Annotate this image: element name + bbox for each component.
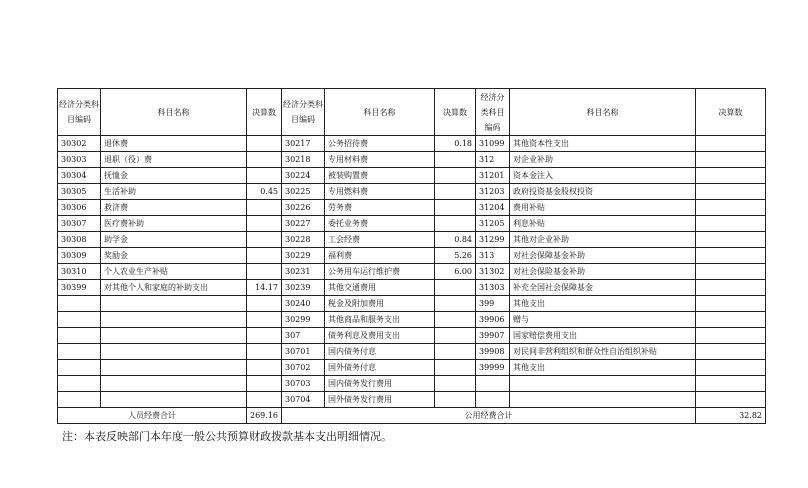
name-cell [101, 312, 247, 328]
code-cell [58, 360, 101, 376]
name-cell: 公务招待费 [325, 136, 435, 152]
amount-cell [435, 184, 476, 200]
public-total-label: 公用经费合计 [282, 408, 696, 424]
personnel-total-value: 269.16 [247, 408, 282, 424]
amount-cell [247, 216, 282, 232]
amount-cell [247, 392, 282, 408]
name-cell [101, 360, 247, 376]
name-cell: 国家赔偿费用支出 [510, 328, 696, 344]
code-cell [58, 376, 101, 392]
table-row [58, 184, 766, 200]
name-cell: 费用补贴 [510, 200, 696, 216]
name-cell: 专用材料费 [325, 152, 435, 168]
header-amount-2: 决算数 [435, 89, 476, 136]
name-cell: 国内债务付息 [325, 344, 435, 360]
table-row [58, 248, 766, 264]
amount-cell [247, 200, 282, 216]
name-cell: 福利费 [325, 248, 435, 264]
amount-cell [247, 376, 282, 392]
code-cell: 30218 [282, 152, 325, 168]
table-row [58, 200, 766, 216]
header-name-2: 科目名称 [325, 89, 435, 136]
code-cell: 307 [282, 328, 325, 344]
name-cell [101, 296, 247, 312]
amount-cell [435, 392, 476, 408]
code-cell: 30309 [58, 248, 101, 264]
name-cell [510, 376, 696, 392]
code-cell: 30704 [282, 392, 325, 408]
code-cell: 30225 [282, 184, 325, 200]
amount-cell: 0.18 [435, 136, 476, 152]
amount-cell: 0.45 [247, 184, 282, 200]
name-cell: 助学金 [101, 232, 247, 248]
code-cell: 39906 [476, 312, 510, 328]
amount-cell [696, 152, 766, 168]
name-cell: 其他支出 [510, 296, 696, 312]
name-cell: 其他资本性支出 [510, 136, 696, 152]
amount-cell [435, 200, 476, 216]
name-cell: 国外债务付息 [325, 360, 435, 376]
name-cell: 对企业补助 [510, 152, 696, 168]
code-cell: 31203 [476, 184, 510, 200]
code-cell: 30299 [282, 312, 325, 328]
name-cell: 国内债务发行费用 [325, 376, 435, 392]
code-cell: 30399 [58, 280, 101, 296]
code-cell: 30226 [282, 200, 325, 216]
code-cell: 31099 [476, 136, 510, 152]
table-row [58, 392, 766, 408]
code-cell: 30702 [282, 360, 325, 376]
code-cell: 31303 [476, 280, 510, 296]
header-code-2: 经济分类科目编码 [282, 89, 325, 136]
expenditure-table [57, 88, 766, 424]
header-amount-3: 决算数 [696, 89, 766, 136]
name-cell: 政府投资基金股权投资 [510, 184, 696, 200]
name-cell: 其他对企业补助 [510, 232, 696, 248]
name-cell: 税金及附加费用 [325, 296, 435, 312]
amount-cell [696, 296, 766, 312]
name-cell: 奖励金 [101, 248, 247, 264]
header-row [58, 89, 766, 136]
amount-cell [247, 232, 282, 248]
amount-cell [696, 328, 766, 344]
header-code-3: 经济分类科目编码 [476, 89, 510, 136]
amount-cell [247, 264, 282, 280]
name-cell: 其他商品和服务支出 [325, 312, 435, 328]
code-cell [58, 344, 101, 360]
name-cell: 对其他个人和家庭的补助支出 [101, 280, 247, 296]
name-cell: 对社会保障基金补助 [510, 248, 696, 264]
code-cell: 313 [476, 248, 510, 264]
table-row [58, 264, 766, 280]
name-cell [101, 392, 247, 408]
amount-cell [696, 168, 766, 184]
code-cell: 30308 [58, 232, 101, 248]
amount-cell [435, 360, 476, 376]
code-cell: 30310 [58, 264, 101, 280]
amount-cell [696, 392, 766, 408]
code-cell: 312 [476, 152, 510, 168]
code-cell: 31201 [476, 168, 510, 184]
amount-cell [435, 312, 476, 328]
code-cell [58, 392, 101, 408]
code-cell: 30239 [282, 280, 325, 296]
table-body [58, 89, 766, 424]
code-cell: 39907 [476, 328, 510, 344]
name-cell [101, 328, 247, 344]
code-cell: 30302 [58, 136, 101, 152]
amount-cell [696, 184, 766, 200]
code-cell: 39908 [476, 344, 510, 360]
name-cell: 劳务费 [325, 200, 435, 216]
amount-cell: 5.26 [435, 248, 476, 264]
amount-cell [247, 360, 282, 376]
name-cell: 救济费 [101, 200, 247, 216]
amount-cell [696, 376, 766, 392]
code-cell: 30307 [58, 216, 101, 232]
table-row [58, 360, 766, 376]
name-cell: 专用燃料费 [325, 184, 435, 200]
code-cell: 30228 [282, 232, 325, 248]
table-row [58, 232, 766, 248]
name-cell: 生活补助 [101, 184, 247, 200]
amount-cell [696, 232, 766, 248]
name-cell: 退职（役）费 [101, 152, 247, 168]
name-cell: 资本金注入 [510, 168, 696, 184]
code-cell: 31204 [476, 200, 510, 216]
code-cell: 30217 [282, 136, 325, 152]
table-row [58, 296, 766, 312]
name-cell [101, 344, 247, 360]
code-cell [476, 392, 510, 408]
name-cell: 工会经费 [325, 232, 435, 248]
amount-cell [247, 168, 282, 184]
code-cell: 31299 [476, 232, 510, 248]
name-cell: 个人农业生产补贴 [101, 264, 247, 280]
name-cell: 补充全国社会保障基金 [510, 280, 696, 296]
name-cell [510, 392, 696, 408]
code-cell: 39999 [476, 360, 510, 376]
table-row [58, 168, 766, 184]
code-cell: 30240 [282, 296, 325, 312]
code-cell: 30701 [282, 344, 325, 360]
expenditure-detail-sheet [57, 88, 766, 424]
table-row [58, 280, 766, 296]
name-cell: 退休费 [101, 136, 247, 152]
name-cell: 债务利息及费用支出 [325, 328, 435, 344]
amount-cell [435, 344, 476, 360]
code-cell: 30231 [282, 264, 325, 280]
code-cell [58, 312, 101, 328]
amount-cell [247, 152, 282, 168]
amount-cell [435, 280, 476, 296]
name-cell: 赠与 [510, 312, 696, 328]
table-row [58, 312, 766, 328]
name-cell: 委托业务费 [325, 216, 435, 232]
code-cell [58, 328, 101, 344]
code-cell: 30305 [58, 184, 101, 200]
code-cell: 31205 [476, 216, 510, 232]
amount-cell [435, 328, 476, 344]
name-cell [101, 376, 247, 392]
code-cell [58, 296, 101, 312]
amount-cell [247, 328, 282, 344]
amount-cell [696, 216, 766, 232]
name-cell: 对社会保险基金补助 [510, 264, 696, 280]
amount-cell [696, 200, 766, 216]
code-cell: 30703 [282, 376, 325, 392]
amount-cell [435, 216, 476, 232]
name-cell: 被装购置费 [325, 168, 435, 184]
public-total-value: 32.82 [696, 408, 766, 424]
amount-cell [696, 136, 766, 152]
table-row [58, 152, 766, 168]
name-cell: 公务用车运行维护费 [325, 264, 435, 280]
code-cell: 399 [476, 296, 510, 312]
amount-cell [247, 136, 282, 152]
totals-row [58, 408, 766, 424]
name-cell: 利息补贴 [510, 216, 696, 232]
table-row [58, 328, 766, 344]
code-cell: 30227 [282, 216, 325, 232]
code-cell: 30304 [58, 168, 101, 184]
header-code-1: 经济分类科目编码 [58, 89, 101, 136]
amount-cell [696, 344, 766, 360]
name-cell: 对民间非营利组织和群众性自治组织补贴 [510, 344, 696, 360]
name-cell: 其他交通费用 [325, 280, 435, 296]
code-cell: 30229 [282, 248, 325, 264]
code-cell: 30224 [282, 168, 325, 184]
table-row [58, 376, 766, 392]
amount-cell [247, 296, 282, 312]
amount-cell [435, 152, 476, 168]
table-row [58, 344, 766, 360]
code-cell: 30303 [58, 152, 101, 168]
header-amount-1: 决算数 [247, 89, 282, 136]
amount-cell [247, 312, 282, 328]
name-cell: 医疗费补助 [101, 216, 247, 232]
code-cell: 30306 [58, 200, 101, 216]
amount-cell [696, 312, 766, 328]
table-row [58, 216, 766, 232]
amount-cell [435, 296, 476, 312]
table-footnote: 注：本表反映部门本年度一般公共预算财政拨款基本支出明细情况。 [62, 430, 392, 443]
name-cell: 其他支出 [510, 360, 696, 376]
amount-cell: 0.84 [435, 232, 476, 248]
header-name-3: 科目名称 [510, 89, 696, 136]
personnel-total-label: 人员经费合计 [58, 408, 247, 424]
amount-cell [435, 168, 476, 184]
table-row [58, 136, 766, 152]
amount-cell [696, 248, 766, 264]
code-cell: 31302 [476, 264, 510, 280]
amount-cell [696, 360, 766, 376]
name-cell: 国外债务发行费用 [325, 392, 435, 408]
amount-cell [247, 248, 282, 264]
amount-cell: 6.00 [435, 264, 476, 280]
header-name-1: 科目名称 [101, 89, 247, 136]
amount-cell [435, 376, 476, 392]
amount-cell [696, 280, 766, 296]
name-cell: 抚恤金 [101, 168, 247, 184]
amount-cell [696, 264, 766, 280]
amount-cell: 14.17 [247, 280, 282, 296]
amount-cell [247, 344, 282, 360]
code-cell [476, 376, 510, 392]
